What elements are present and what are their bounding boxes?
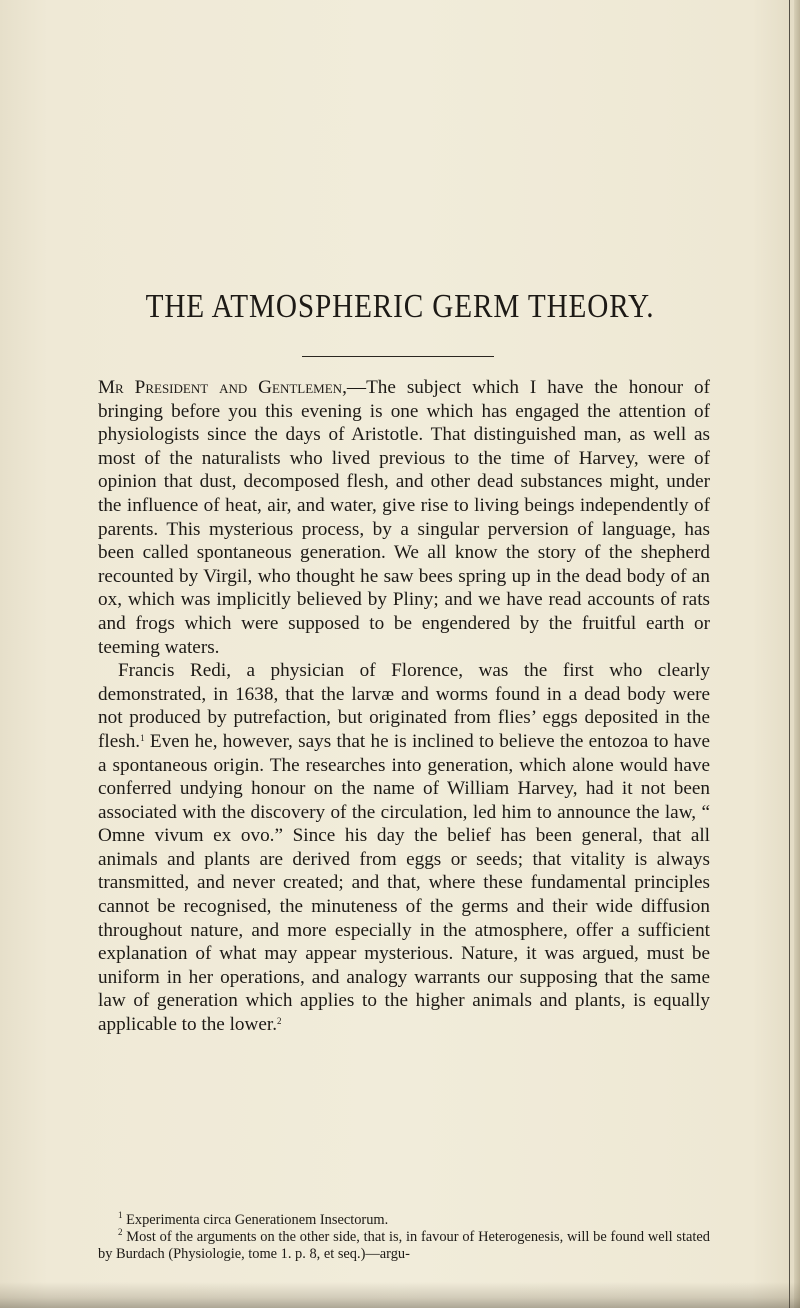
footnote-ref-1: 1 — [140, 732, 145, 743]
footnote-1-text: Experimenta circa Generationem Insectorum. — [122, 1212, 389, 1228]
paragraph-1 — [98, 376, 710, 659]
body-text — [98, 376, 710, 1037]
paragraph-2 — [98, 659, 710, 1037]
chapter-title: THE ATMOSPHERIC GERM THEORY. — [145, 288, 655, 325]
footnote-2 — [98, 1229, 710, 1263]
paragraph-2-text-b: Even he, however, says that he is inclined to believe the entozoa to have a spontaneous origin. The researches into generation, which alone would have conferred undying honour on the name of William Harvey, had it not been associated with the discovery of the circulation, led him to announce the law, “ Omne vivum ex ovo.” Since his day the belief has been general, that all animals and plants are derived from eggs or seeds; that vitality is always transmitted, and never created; and that, where these fundamental principles cannot be recognised, the minuteness of the germs and their wide diffusion throughout nature, and more especially in the atmosphere, offer a sufficient explanation of what may appear mysterious. Nature, it was argued, must be uniform in her operations, and analogy warrants our supposing that the same law of generation which applies to the higher animals and plants, is equally applicable to the lower. — [98, 730, 710, 1036]
page-bottom-shadow — [0, 1282, 800, 1308]
paragraph-1-text: —The subject which I have the honour of bringing before you this evening is one which has engaged the attention of physiologists since the days of Aristotle. That distinguished man, as well as most of the naturalists who lived previous to the time of Harvey, were of opinion that dust, decomposed flesh, and other dead substances might, under the influence of heat, air, and water, give rise to living beings independently of parents. This mysterious process, by a singular perversion of language, has been called spontaneous generation. We all know the story of the shepherd recounted by Virgil, who thought he saw bees spring up in the dead body of an ox, which was implicitly believed by Pliny; and we have read accounts of rats and frogs which were supposed to be engendered by the fruitful earth or teeming waters. — [98, 377, 711, 658]
footnotes — [98, 1212, 710, 1263]
footnote-mark-1: 1 — [118, 1210, 123, 1220]
paragraph-2-text-a: Francis Redi, a physician of Florence, was the first who clearly demonstrated, in 1638, that the larvæ and worms found in a dead body were not produced by putrefaction, but originated from flies’ eggs deposited in the flesh. — [98, 660, 710, 752]
footnote-ref-2: 2 — [277, 1016, 282, 1027]
salutation: Mr President and Gentlemen, — [98, 377, 347, 398]
page-edge-line — [789, 0, 790, 1308]
title-rule — [302, 356, 494, 357]
page-edge-shadow — [794, 0, 800, 1308]
footnote-1 — [98, 1212, 710, 1229]
footnote-2-text: Most of the arguments on the other side, that is, in favour of Heterogenesis, will be found well stated by Burdach (Physiologie, tome 1. p. 8, et seq.)—argu- — [98, 1229, 710, 1262]
footnote-mark-2: 2 — [118, 1227, 123, 1237]
